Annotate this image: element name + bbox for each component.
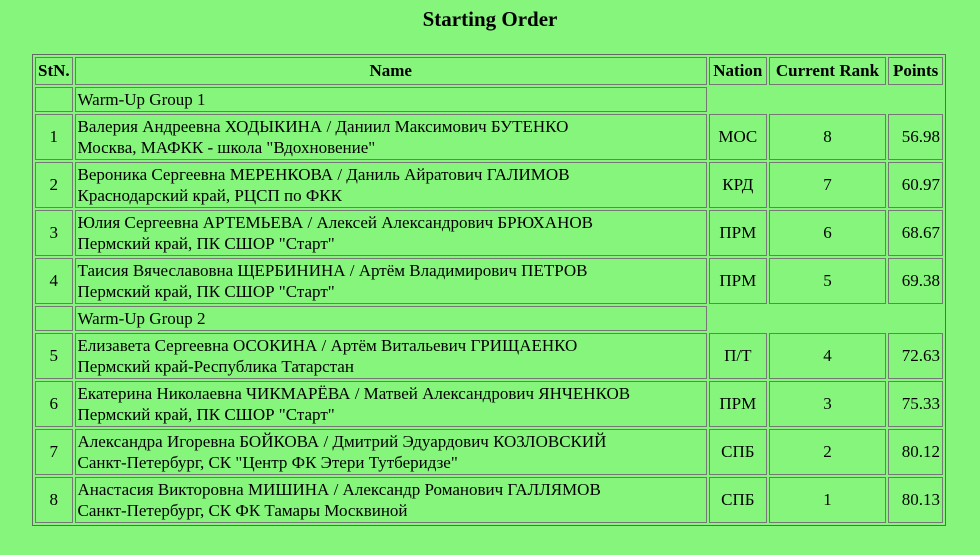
nation-cell: П/Т bbox=[709, 333, 767, 379]
points-cell: 75.33 bbox=[888, 381, 943, 427]
stn-cell: 4 bbox=[35, 258, 73, 304]
name-cell bbox=[75, 258, 707, 304]
rank-cell: 1 bbox=[769, 477, 887, 523]
group-row bbox=[35, 87, 943, 112]
rank-cell: 5 bbox=[769, 258, 887, 304]
skater-names: Александра Игоревна БОЙКОВА / Дмитрий Эдуардович КОЗЛОВСКИЙ bbox=[77, 432, 607, 451]
rank-cell: 6 bbox=[769, 210, 887, 256]
club-name: Санкт-Петербург, СК ФК Тамары Москвиной bbox=[77, 501, 408, 520]
skater-names: Елизавета Сергеевна ОСОКИНА / Артём Витальевич ГРИЩАЕНКО bbox=[77, 336, 578, 355]
rank-cell: 7 bbox=[769, 162, 887, 208]
name-cell bbox=[75, 114, 707, 160]
club-name: Пермский край, ПК СШОР "Старт" bbox=[77, 234, 335, 253]
nation-cell: МОС bbox=[709, 114, 767, 160]
skater-names: Валерия Андреевна ХОДЫКИНА / Даниил Максимович БУТЕНКО bbox=[77, 117, 569, 136]
name-cell bbox=[75, 381, 707, 427]
stn-cell: 1 bbox=[35, 114, 73, 160]
points-cell: 68.67 bbox=[888, 210, 943, 256]
stn-cell: 6 bbox=[35, 381, 73, 427]
group-stn-cell bbox=[35, 306, 73, 331]
points-cell: 56.98 bbox=[888, 114, 943, 160]
skater-names: Екатерина Николаевна ЧИКМАРЁВА / Матвей Александрович ЯНЧЕНКОВ bbox=[77, 384, 631, 403]
nation-cell: КРД bbox=[709, 162, 767, 208]
table-row bbox=[35, 333, 943, 379]
skater-names: Анастасия Викторовна МИШИНА / Александр Романович ГАЛЛЯМОВ bbox=[77, 480, 601, 499]
page-title: Starting Order bbox=[422, 7, 558, 31]
nation-cell: ПРМ bbox=[709, 381, 767, 427]
points-cell: 69.38 bbox=[888, 258, 943, 304]
club-name: Санкт-Петербург, СК "Центр ФК Этери Тутберидзе" bbox=[77, 453, 458, 472]
col-header-rank: Current Rank bbox=[769, 57, 887, 85]
stn-cell: 3 bbox=[35, 210, 73, 256]
col-header-stn: StN. bbox=[35, 57, 73, 85]
name-cell bbox=[75, 210, 707, 256]
group-stn-cell bbox=[35, 87, 73, 112]
club-name: Пермский край, ПК СШОР "Старт" bbox=[77, 405, 335, 424]
name-cell bbox=[75, 333, 707, 379]
nation-cell: ПРМ bbox=[709, 210, 767, 256]
skater-names: Таисия Вячеславовна ЩЕРБИНИНА / Артём Владимирович ПЕТРОВ bbox=[77, 261, 588, 280]
col-header-nation: Nation bbox=[709, 57, 767, 85]
club-name: Пермский край, ПК СШОР "Старт" bbox=[77, 282, 335, 301]
rank-cell: 8 bbox=[769, 114, 887, 160]
stn-cell: 5 bbox=[35, 333, 73, 379]
table-row bbox=[35, 477, 943, 523]
points-cell: 60.97 bbox=[888, 162, 943, 208]
table-row bbox=[35, 429, 943, 475]
group-row bbox=[35, 306, 943, 331]
nation-cell: ПРМ bbox=[709, 258, 767, 304]
table-row bbox=[35, 114, 943, 160]
group-label: Warm-Up Group 2 bbox=[75, 306, 707, 331]
points-cell: 80.12 bbox=[888, 429, 943, 475]
rank-cell: 2 bbox=[769, 429, 887, 475]
skater-names: Вероника Сергеевна МЕРЕНКОВА / Даниль Айратович ГАЛИМОВ bbox=[77, 165, 570, 184]
starting-order-table bbox=[32, 54, 946, 526]
points-cell: 80.13 bbox=[888, 477, 943, 523]
skater-names: Юлия Сергеевна АРТЕМЬЕВА / Алексей Александрович БРЮХАНОВ bbox=[77, 213, 593, 232]
name-cell bbox=[75, 162, 707, 208]
col-header-points: Points bbox=[888, 57, 943, 85]
stn-cell: 7 bbox=[35, 429, 73, 475]
club-name: Пермский край-Республика Татарстан bbox=[77, 357, 354, 376]
table-row bbox=[35, 258, 943, 304]
header-row bbox=[35, 57, 943, 85]
rank-cell: 4 bbox=[769, 333, 887, 379]
table-row bbox=[35, 162, 943, 208]
club-name: Краснодарский край, РЦСП по ФКК bbox=[77, 186, 342, 205]
club-name: Москва, МАФКК - школа "Вдохновение" bbox=[77, 138, 376, 157]
nation-cell: СПБ bbox=[709, 429, 767, 475]
table-row bbox=[35, 210, 943, 256]
stn-cell: 8 bbox=[35, 477, 73, 523]
stn-cell: 2 bbox=[35, 162, 73, 208]
group-label: Warm-Up Group 1 bbox=[75, 87, 707, 112]
name-cell bbox=[75, 477, 707, 523]
rank-cell: 3 bbox=[769, 381, 887, 427]
table-row bbox=[35, 381, 943, 427]
col-header-name: Name bbox=[75, 57, 707, 85]
points-cell: 72.63 bbox=[888, 333, 943, 379]
nation-cell: СПБ bbox=[709, 477, 767, 523]
name-cell bbox=[75, 429, 707, 475]
